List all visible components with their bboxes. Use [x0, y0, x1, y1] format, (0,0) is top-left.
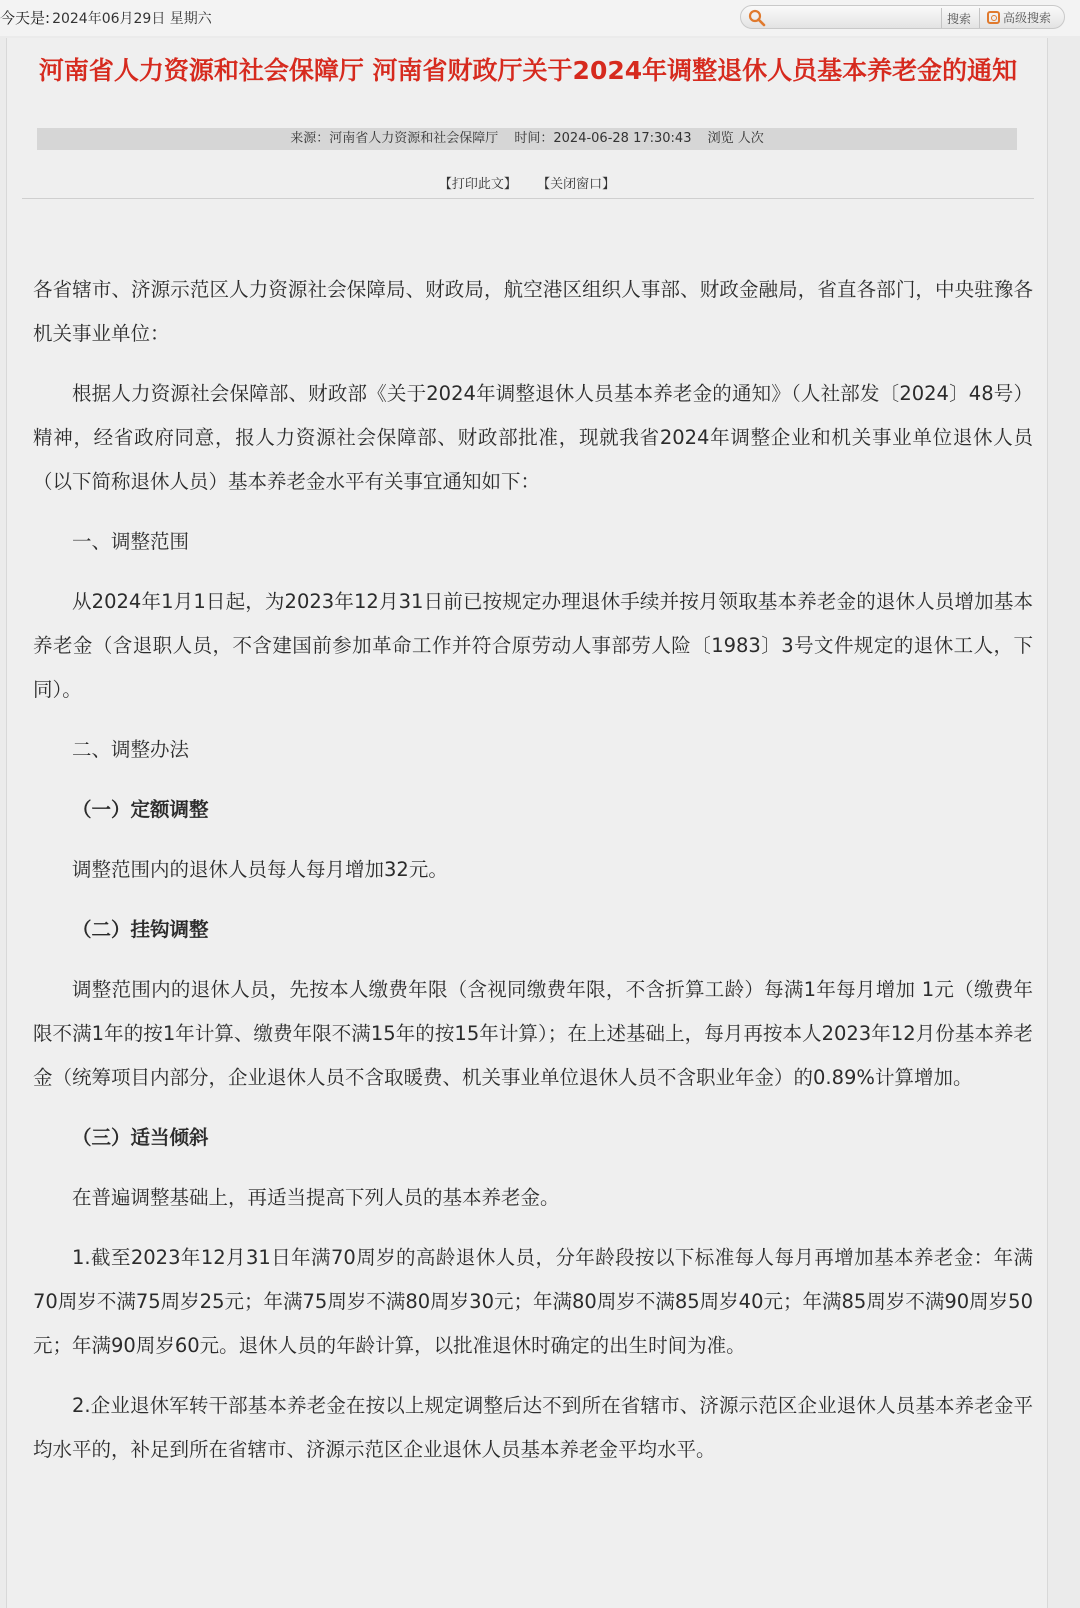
- date-value: 2024年06月29日 星期六: [52, 11, 212, 27]
- article-page: [6, 38, 1048, 1608]
- divider: [22, 198, 1034, 199]
- subsection-heading: （三）适当倾斜: [72, 1126, 209, 1149]
- article-body: [33, 268, 1033, 1488]
- subsection-heading: （一）定额调整: [72, 798, 209, 821]
- article-time: 时间：2024-06-28 17:30:43: [514, 131, 692, 146]
- advanced-search-button[interactable]: [987, 9, 1051, 26]
- print-link[interactable]: 【打印此文】: [438, 177, 517, 192]
- top-bar: [0, 0, 1080, 36]
- article-source: 来源：河南省人力资源和社会保障厅: [290, 131, 499, 146]
- section-heading: 一、调整范围: [72, 530, 190, 553]
- salutation: 各省辖市、济源示范区人力资源社会保障局、财政局，航空港区组织人事部、财政金融局，省直各部门，中央驻豫各机关事业单位：: [33, 278, 1033, 345]
- paragraph: 2.企业退休军转干部基本养老金在按以上规定调整后达不到所在省辖市、济源示范区企业退休人员基本养老金平均水平的，补足到所在省辖市、济源示范区企业退休人员基本养老金平均水平。: [33, 1394, 1033, 1461]
- search-divider: [941, 8, 942, 28]
- article-meta-bar: [37, 128, 1017, 150]
- subsection-heading: （二）挂钩调整: [72, 918, 209, 941]
- date-label: 今天是:: [0, 9, 51, 27]
- advanced-search-label: 高级搜索: [1003, 11, 1052, 25]
- search-button[interactable]: 搜索: [947, 12, 972, 26]
- advanced-search-icon: [987, 11, 1000, 24]
- article-views: 浏览 人次: [707, 131, 764, 146]
- paragraph: 调整范围内的退休人员，先按本人缴费年限（含视同缴费年限，不含折算工龄）每满1年每月增加 1元（缴费年限不满1年的按1年计算、缴费年限不满15年的按15年计算）；在上述基础上，每月再按本人2023年12月份基本养老金（统筹项目内部分，企业退休人员不含取暖费、机关事业单位退休人员不含职业年金）的0.89%计算增加。: [33, 978, 1033, 1089]
- paragraph: 从2024年1月1日起，为2023年12月31日前已按规定办理退休手续并按月领取基本养老金的退休人员增加基本养老金（含退职人员，不含建国前参加革命工作并符合原劳动人事部劳人险〔1983〕3号文件规定的退休工人，下同）。: [33, 590, 1033, 701]
- search-input[interactable]: [769, 8, 943, 28]
- article-title: 河南省人力资源和社会保障厅 河南省财政厅关于2024年调整退休人员基本养老金的通知: [38, 56, 1018, 85]
- paragraph: 根据人力资源社会保障部、财政部《关于2024年调整退休人员基本养老金的通知》（人社部发〔2024〕48号）精神，经省政府同意，报人力资源社会保障部、财政部批准，现就我省2024年调整企业和机关事业单位退休人员（以下简称退休人员）基本养老金水平有关事宜通知如下：: [33, 382, 1033, 493]
- search-divider: [979, 8, 980, 28]
- search-box: [740, 5, 1065, 29]
- date-line: [0, 7, 212, 28]
- search-icon: [747, 9, 767, 27]
- paragraph: 在普遍调整基础上，再适当提高下列人员的基本养老金。: [72, 1186, 560, 1209]
- section-heading: 二、调整办法: [72, 738, 190, 761]
- article-actions: [7, 173, 1047, 192]
- paragraph: 调整范围内的退休人员每人每月增加32元。: [72, 858, 448, 881]
- close-window-link[interactable]: 【关闭窗口】: [537, 177, 616, 192]
- paragraph: 1.截至2023年12月31日年满70周岁的高龄退休人员，分年龄段按以下标准每人每月再增加基本养老金：年满70周岁不满75周岁25元；年满75周岁不满80周岁30元；年满80周岁不满85周岁40元；年满85周岁不满90周岁50元；年满90周岁60元。退休人员的年龄计算，以批准退休时确定的出生时间为准。: [33, 1246, 1033, 1357]
